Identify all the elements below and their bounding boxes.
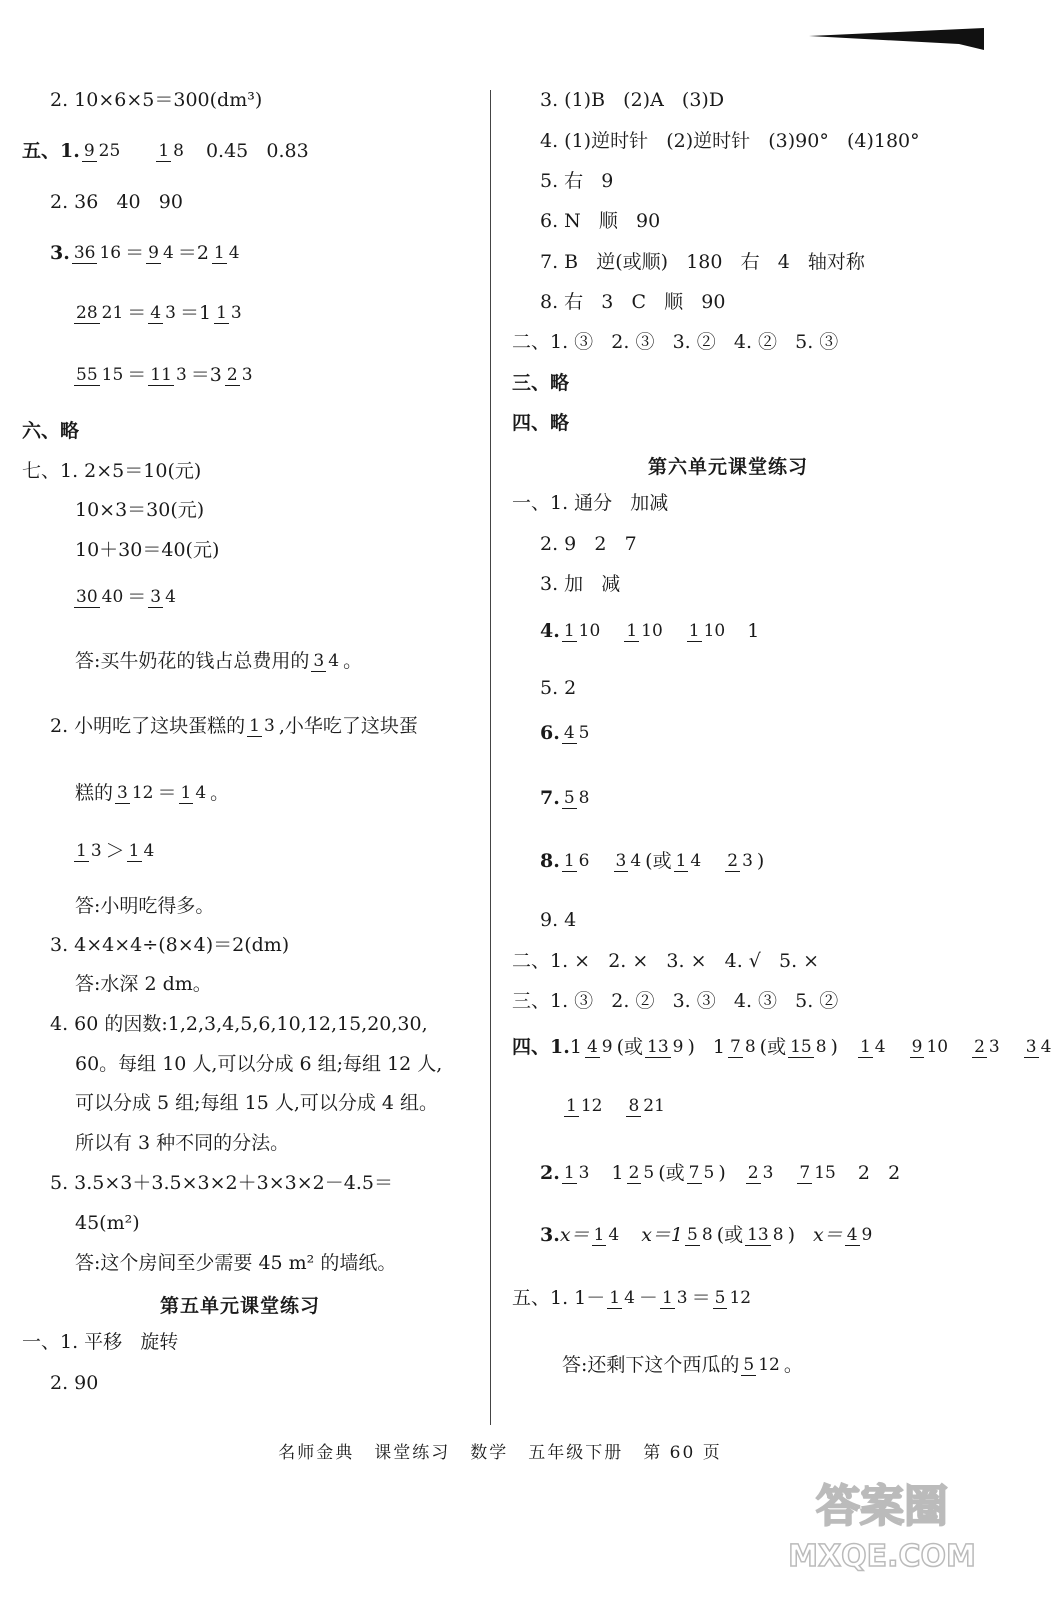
answer-line: 4. (1)逆时针 (2)逆时针 (3)90° (4)180° [540,130,920,152]
answer-line: 4. 1 10 1 10 1 10 1 [540,620,760,642]
corner-mark [809,28,984,52]
answer-line: 9. 4 [540,909,577,931]
svg-text:MXQE.COM: MXQE.COM [788,1539,976,1574]
column-divider [490,90,491,1425]
answer-line: 答:水深 2 dm。 [75,973,212,995]
answer-line: 七、1. 2×5＝10(元) [22,460,202,482]
answer-line: 8. 右 3 C 顺 90 [540,291,726,313]
answer-line: 四、略 [512,412,570,434]
answer-line: 答:这个房间至少需要 45 m² 的墙纸。 [75,1252,397,1274]
answer-line: 五、1. 1－ 1 4 － 1 3 ＝ 5 12 [512,1287,752,1309]
answer-line: 所以有 3 种不同的分法。 [75,1132,290,1154]
answer-line: 一、1. 平移 旋转 [22,1331,179,1353]
answer-line: 1 3 ＞ 1 4 [76,840,155,862]
answer-line: 一、1. 通分 加减 [512,492,669,514]
answer-line: 3. 4×4×4÷(8×4)＝2(dm) [50,934,290,956]
answer-line: 五、1. 9 25 1 8 0.45 0.83 [22,140,309,162]
answer-line: 4. 60 的因数:1,2,3,4,5,6,10,12,15,20,30, [50,1013,428,1035]
answer-line: 45(m²) [75,1212,140,1234]
section-title: 第六单元课堂练习 [648,456,809,478]
answer-line: 28 21 ＝ 4 3 ＝ 1 1 3 [76,302,242,324]
answer-line: 3. 加 减 [540,573,621,595]
answer-line: 30 40 ＝ 3 4 [76,586,176,608]
answer-line: 答:买牛奶花的钱占总费用的 3 4 。 [75,650,363,672]
answer-line: 55 15 ＝ 11 3 ＝ 3 2 3 [76,364,253,386]
answer-line: 答:小明吃得多。 [75,895,215,917]
answer-line: 8. 1 6 3 4 (或 1 4 2 3 ) [540,850,765,872]
section-title: 第五单元课堂练习 [160,1295,321,1317]
svg-text:答案圈: 答案圈 [816,1481,948,1532]
answer-line: 7. 5 8 [540,787,590,809]
answer-line: 5. 3.5×3＋3.5×3×2＋3×3×2－4.5＝ [50,1172,393,1194]
answer-line: 7. B 逆(或顺) 180 右 4 轴对称 [540,251,865,273]
answer-line: 2. 36 40 90 [50,191,183,213]
answer-line: 二、1. ③ 2. ③ 3. ② 4. ② 5. ③ [512,331,839,353]
answer-line: 3. x＝ 1 4 x＝1 5 8 (或 13 8 ) x＝ 4 9 [540,1224,873,1246]
answer-line: 二、1. × 2. × 3. × 4. √ 5. × [512,950,820,972]
watermark-logo [782,1466,982,1576]
answer-line: 答:还剩下这个西瓜的 5 12 。 [562,1354,803,1376]
answer-line: 2. 9 2 7 [540,533,637,555]
answer-line: 10×3＝30(元) [75,499,205,521]
answer-line: 6. 4 5 [540,722,590,744]
answer-line: 5. 右 9 [540,170,614,192]
answer-line: 60。每组 10 人,可以分成 6 组;每组 12 人, [75,1053,443,1075]
answer-line: 六、略 [22,420,80,442]
answer-line: 三、略 [512,372,570,394]
answer-line: 3. (1)B (2)A (3)D [540,89,725,111]
answer-line: 四、1. 1 4 9 (或 13 9 ) 1 7 8 (或 15 8 ) 1 4 9 10 2 3 3 4 [512,1036,1052,1058]
answer-line: 糕的 3 12 ＝ 1 4 。 [75,782,230,804]
answer-line: 6. N 顺 90 [540,210,661,232]
answer-line: 3. 36 16 ＝ 9 4 ＝ 2 1 4 [50,242,240,264]
answer-line: 2. 1 3 1 2 5 (或 7 5 ) 2 3 7 15 2 2 [540,1162,901,1184]
answer-line: 2. 10×6×5＝300(dm³) [50,89,263,111]
answer-line: 三、1. ③ 2. ② 3. ③ 4. ③ 5. ② [512,990,839,1012]
answer-line: 10＋30＝40(元) [75,539,220,561]
answer-line: 5. 2 [540,677,577,699]
answer-line: 2. 小明吃了这块蛋糕的 1 3 ,小华吃了这块蛋 [50,715,418,737]
answer-line: 2. 90 [50,1372,99,1394]
page-footer: 名师金典 课堂练习 数学 五年级下册 第 60 页 [278,1443,722,1463]
answer-line: 1 12 8 21 [566,1096,665,1116]
answer-line: 可以分成 5 组;每组 15 人,可以分成 4 组。 [75,1092,439,1114]
